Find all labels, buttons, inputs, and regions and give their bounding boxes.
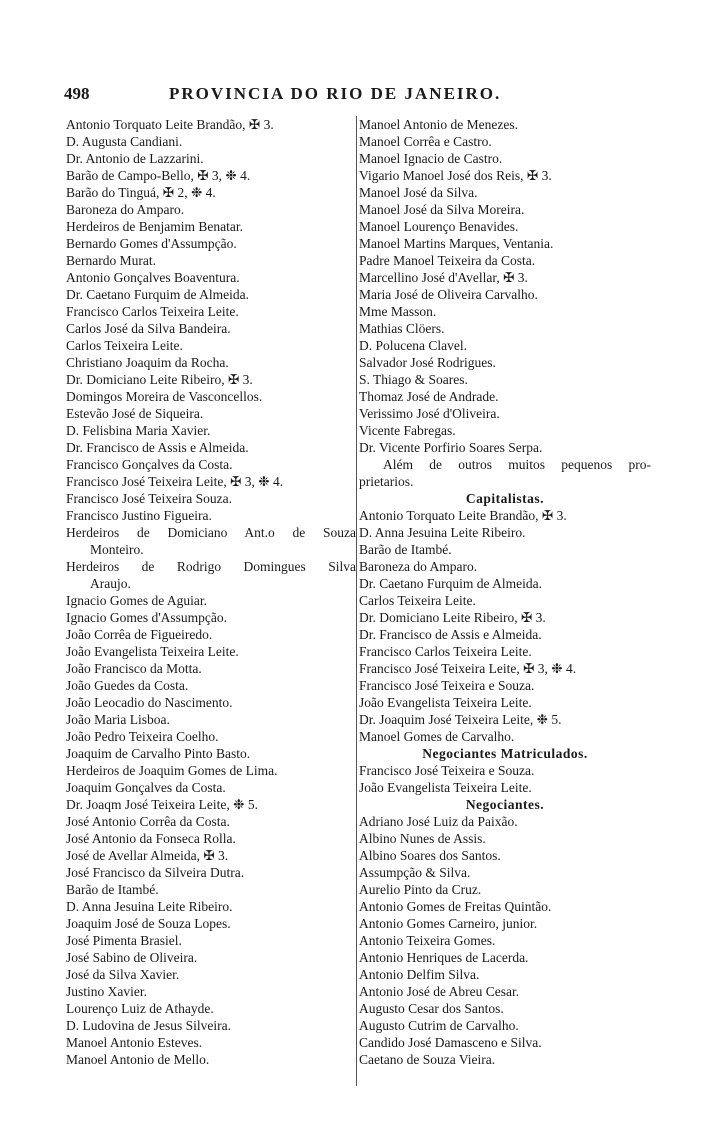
list-entry: Joaquim Gonçalves da Costa. <box>66 780 226 795</box>
list-entry: Dr. Vicente Porfirio Soares Serpa. <box>359 440 543 455</box>
list-entry: José Francisco da Silveira Dutra. <box>66 865 245 880</box>
list-entry: Manoel Lourenço Benavides. <box>359 219 519 234</box>
list-entry: Francisco José Teixeira e Souza. <box>359 763 535 778</box>
list-entry: Herdeiros de Joaquim Gomes de Lima. <box>66 763 278 778</box>
list-entry: Barão de Campo-Bello, ✠ 3, ❉ 4. <box>66 168 251 183</box>
list-entry: Francisco Gonçalves da Costa. <box>66 457 233 472</box>
list-entry: Aurelio Pinto da Cruz. <box>359 882 482 897</box>
list-entry: Antonio José de Abreu Cesar. <box>359 984 520 999</box>
list-entry: Christiano Joaquim da Rocha. <box>66 355 229 370</box>
list-entry: Verissimo José d'Oliveira. <box>359 406 500 421</box>
list-entry: Bernardo Murat. <box>66 253 156 268</box>
column-divider <box>356 116 357 1086</box>
list-entry: Joaquim de Carvalho Pinto Basto. <box>66 746 251 761</box>
list-entry: João Evangelista Teixeira Leite. <box>359 780 532 795</box>
right-column <box>359 116 651 1068</box>
list-entry: Carlos Teixeira Leite. <box>66 338 183 353</box>
list-entry: Estevão José de Siqueira. <box>66 406 204 421</box>
list-entry: Herdeiros de Rodrigo Domingues Silva <box>66 559 356 574</box>
list-entry: Dr. Francisco de Assis e Almeida. <box>66 440 249 455</box>
list-entry: Ignacio Gomes de Aguiar. <box>66 593 207 608</box>
list-entry: Domingos Moreira de Vasconcellos. <box>66 389 263 404</box>
list-entry: Barão de Itambé. <box>66 882 159 897</box>
list-entry: Caetano de Souza Vieira. <box>359 1052 496 1067</box>
list-entry: Francisco José Teixeira e Souza. <box>359 678 535 693</box>
list-entry: Manoel Gomes de Carvalho. <box>359 729 515 744</box>
list-entry: Albino Soares dos Santos. <box>359 848 501 863</box>
list-entry: Barão de Itambé. <box>359 542 452 557</box>
list-entry: Augusto Cesar dos Santos. <box>359 1001 504 1016</box>
list-entry: Dr. Francisco de Assis e Almeida. <box>359 627 542 642</box>
list-entry: D. Augusta Candiani. <box>66 134 183 149</box>
list-entry: Baroneza do Amparo. <box>359 559 478 574</box>
list-entry: Lourenço Luiz de Athayde. <box>66 1001 214 1016</box>
section-heading: Negociantes Matriculados. <box>422 746 588 761</box>
list-entry: João Francisco da Motta. <box>66 661 202 676</box>
list-entry: D. Felisbina Maria Xavier. <box>66 423 211 438</box>
list-entry: Baroneza do Amparo. <box>66 202 185 217</box>
list-entry: Manoel Antonio de Mello. <box>66 1052 210 1067</box>
list-entry: Francisco Justino Figueira. <box>66 508 212 523</box>
list-entry: Antonio Gomes de Freitas Quintão. <box>359 899 552 914</box>
list-entry: Dr. Joaquim José Teixeira Leite, ❉ 5. <box>359 712 562 727</box>
list-entry: Vigario Manoel José dos Reis, ✠ 3. <box>359 168 552 183</box>
list-entry: Além de outros muitos pequenos pro- <box>383 457 651 472</box>
list-entry: Assumpção & Silva. <box>359 865 471 880</box>
list-entry: João Guedes da Costa. <box>66 678 189 693</box>
list-entry: Manoel Corrêa e Castro. <box>359 134 492 149</box>
list-entry: Barão do Tinguá, ✠ 2, ❉ 4. <box>66 185 216 200</box>
list-entry: Joaquim José de Souza Lopes. <box>66 916 231 931</box>
list-entry: Salvador José Rodrigues. <box>359 355 496 370</box>
list-entry: Antonio Torquato Leite Brandão, ✠ 3. <box>66 117 274 132</box>
list-entry: Antonio Delfim Silva. <box>359 967 480 982</box>
list-entry: Dr. Antonio de Lazzarini. <box>66 151 204 166</box>
list-entry: José da Silva Xavier. <box>66 967 180 982</box>
list-entry: Francisco José Teixeira Leite, ✠ 3, ❉ 4. <box>359 661 577 676</box>
list-entry: Francisco Carlos Teixeira Leite. <box>359 644 532 659</box>
list-entry: Marcellino José d'Avellar, ✠ 3. <box>359 270 528 285</box>
list-entry: Manoel Ignacio de Castro. <box>359 151 503 166</box>
left-column <box>66 116 356 1068</box>
list-entry: Vicente Fabregas. <box>359 423 456 438</box>
list-entry: Adriano José Luiz da Paixão. <box>359 814 518 829</box>
list-entry: Dr. Joaqm José Teixeira Leite, ❉ 5. <box>66 797 258 812</box>
list-entry: Monteiro. <box>90 542 144 557</box>
list-entry: Carlos José da Silva Bandeira. <box>66 321 231 336</box>
list-entry: Dr. Caetano Furquim de Almeida. <box>66 287 249 302</box>
page-header <box>64 84 654 106</box>
list-entry: D. Polucena Clavel. <box>359 338 467 353</box>
list-entry: José Pimenta Brasiel. <box>66 933 182 948</box>
list-entry: Ignacio Gomes d'Assumpção. <box>66 610 228 625</box>
list-entry: Augusto Cutrim de Carvalho. <box>359 1018 519 1033</box>
running-title: PROVINCIA DO RIO DE JANEIRO. <box>169 84 502 103</box>
list-entry: João Maria Lisboa. <box>66 712 170 727</box>
list-entry: Antonio Gomes Carneiro, junior. <box>359 916 538 931</box>
list-entry: João Evangelista Teixeira Leite. <box>359 695 532 710</box>
list-entry: D. Anna Jesuina Leite Ribeiro. <box>66 899 233 914</box>
list-entry: Dr. Caetano Furquim de Almeida. <box>359 576 542 591</box>
list-entry: S. Thiago & Soares. <box>359 372 468 387</box>
list-entry: José Sabino de Oliveira. <box>66 950 198 965</box>
list-entry: Candido José Damasceno e Silva. <box>359 1035 542 1050</box>
list-entry: Manoel Martins Marques, Ventania. <box>359 236 554 251</box>
list-entry: Thomaz José de Andrade. <box>359 389 499 404</box>
list-entry: Herdeiros de Domiciano Ant.o de Souza <box>66 525 356 540</box>
list-entry: Antonio Teixeira Gomes. <box>359 933 496 948</box>
list-entry: Mathias Clöers. <box>359 321 445 336</box>
list-entry: D. Anna Jesuina Leite Ribeiro. <box>359 525 526 540</box>
list-entry: Padre Manoel Teixeira da Costa. <box>359 253 536 268</box>
list-entry: José de Avellar Almeida, ✠ 3. <box>66 848 229 863</box>
list-entry: José Antonio Corrêa da Costa. <box>66 814 230 829</box>
list-entry: Dr. Domiciano Leite Ribeiro, ✠ 3. <box>66 372 253 387</box>
list-entry: Dr. Domiciano Leite Ribeiro, ✠ 3. <box>359 610 546 625</box>
list-entry: Antonio Henriques de Lacerda. <box>359 950 529 965</box>
list-entry: João Evangelista Teixeira Leite. <box>66 644 239 659</box>
list-entry: Herdeiros de Benjamim Benatar. <box>66 219 243 234</box>
list-entry: Manoel Antonio Esteves. <box>66 1035 203 1050</box>
section-heading: Negociantes. <box>465 797 545 812</box>
list-entry: Manoel José da Silva Moreira. <box>359 202 525 217</box>
list-entry: Francisco Carlos Teixeira Leite. <box>66 304 239 319</box>
section-heading: Capitalistas. <box>465 491 545 506</box>
list-entry: Justino Xavier. <box>66 984 147 999</box>
list-entry: Maria José de Oliveira Carvalho. <box>359 287 538 302</box>
list-entry: Mme Masson. <box>359 304 437 319</box>
list-entry: Antonio Gonçalves Boaventura. <box>66 270 240 285</box>
list-entry: João Leocadio do Nascimento. <box>66 695 233 710</box>
list-entry: Antonio Torquato Leite Brandão, ✠ 3. <box>359 508 567 523</box>
list-entry: Manoel Antonio de Menezes. <box>359 117 518 132</box>
list-entry: Manoel José da Silva. <box>359 185 478 200</box>
page-number: 498 <box>64 84 90 103</box>
list-entry: D. Ludovina de Jesus Silveira. <box>66 1018 231 1033</box>
list-entry: Bernardo Gomes d'Assumpção. <box>66 236 237 251</box>
list-entry: Francisco José Teixeira Souza. <box>66 491 233 506</box>
list-entry: Francisco José Teixeira Leite, ✠ 3, ❉ 4. <box>66 474 284 489</box>
list-entry: Carlos Teixeira Leite. <box>359 593 476 608</box>
list-entry: Araujo. <box>90 576 131 591</box>
list-entry: José Antonio da Fonseca Rolla. <box>66 831 236 846</box>
list-entry: João Corrêa de Figueiredo. <box>66 627 213 642</box>
list-entry: Albino Nunes de Assis. <box>359 831 486 846</box>
list-entry: João Pedro Teixeira Coelho. <box>66 729 219 744</box>
list-entry: prietarios. <box>359 474 414 489</box>
